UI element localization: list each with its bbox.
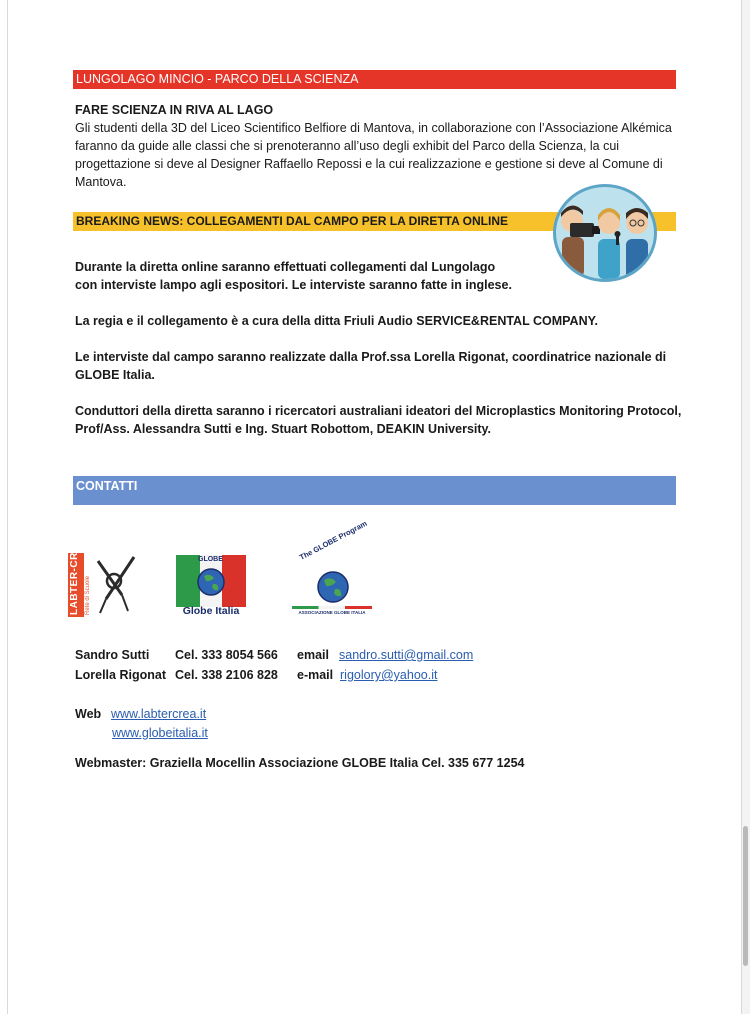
contact-email-link[interactable]: rigolory@yahoo.it [340,668,438,682]
contact-email-link[interactable]: sandro.sutti@gmail.com [339,648,474,662]
page-left-edge [7,0,8,1014]
contact-name: Sandro Sutti [75,648,150,662]
paragraph-line: progettazione si deve al Designer Raffaello Repossi e la cui realizzazione e gestione si deve al Comune di [75,157,663,171]
contact-name: Lorella Rigonat [75,668,166,682]
globe-program-logo [290,518,374,618]
labter-crea-logo [68,537,140,619]
paragraph-line: Gli studenti della 3D del Liceo Scientifico Belfiore di Mantova, in collaborazione con l’Associazione Alkémica [75,121,672,135]
section-header-contacts: CONTATTI [73,476,676,505]
section-header-lungolago: LUNGOLAGO MINCIO - PARCO DELLA SCIENZA [73,70,676,89]
webmaster-line: Webmaster: Graziella Mocellin Associazione GLOBE Italia Cel. 335 677 1254 [75,756,525,770]
globe-italia-top-text: GLOBE [198,556,223,563]
paragraph-line: faranno da guide alle classi che si prenoteranno all’uso degli exhibit del Parco della Scienza, la cui [75,139,620,153]
news-paragraph-line: Prof/Ass. Alessandra Sutti e Ing. Stuart Robottom, DEAKIN University. [75,422,492,436]
contact-phone: Cel. 333 8054 566 [175,648,278,662]
globe-icon [196,567,226,597]
globe-program-icon [315,570,351,604]
scrollbar-thumb[interactable] [743,826,748,966]
globe-italia-text: Globe Italia [182,605,240,617]
contact-phone: Cel. 338 2106 828 [175,668,278,682]
labter-logo-subtext: Rete di Scuole [85,575,91,615]
news-paragraph-line: Durante la diretta online saranno effettuati collegamenti dal Lungolago [75,260,496,274]
contact-email-label: email [297,648,329,662]
globe-program-flag-strip [292,606,372,609]
paragraph-line: Mantova. [75,175,127,189]
news-paragraph-line: GLOBE Italia. [75,368,155,382]
labter-logo-mark [92,555,140,615]
globe-program-text: The GLOBE Program [298,518,369,562]
contact-email-label: e-mail [297,668,334,682]
website-link-globeitalia[interactable]: www.globeitalia.it [112,726,208,740]
news-paragraph-line: Le interviste dal campo saranno realizzate dalla Prof.ssa Lorella Rigonat, coordinatrice nazionale di [75,350,667,364]
labter-logo-text: LABTER-CREA [69,537,80,615]
section-subtitle: FARE SCIENZA IN RIVA AL LAGO [75,103,274,117]
section-header-breaking-news: BREAKING NEWS: COLLEGAMENTI DAL CAMPO PER LA DIRETTA ONLINE [73,212,676,231]
globe-program-subtext: ASSOCIAZIONE GLOBE ITALIA [298,610,366,615]
web-label: Web [75,707,102,721]
interview-illustration [553,184,657,282]
globe-italia-logo [176,555,246,619]
news-paragraph-line: con interviste lampo agli espositori. Le interviste saranno fatte in inglese. [75,278,512,292]
website-link-labtercrea[interactable]: www.labtercrea.it [111,707,207,721]
page-right-edge [741,0,742,1014]
news-paragraph-line: Conduttori della diretta saranno i ricercatori australiani ideatori del Microplastics Monitoring Protocol, [75,404,682,418]
news-paragraph: La regia e il collegamento è a cura della ditta Friuli Audio SERVICE&RENTAL COMPANY. [75,314,599,328]
